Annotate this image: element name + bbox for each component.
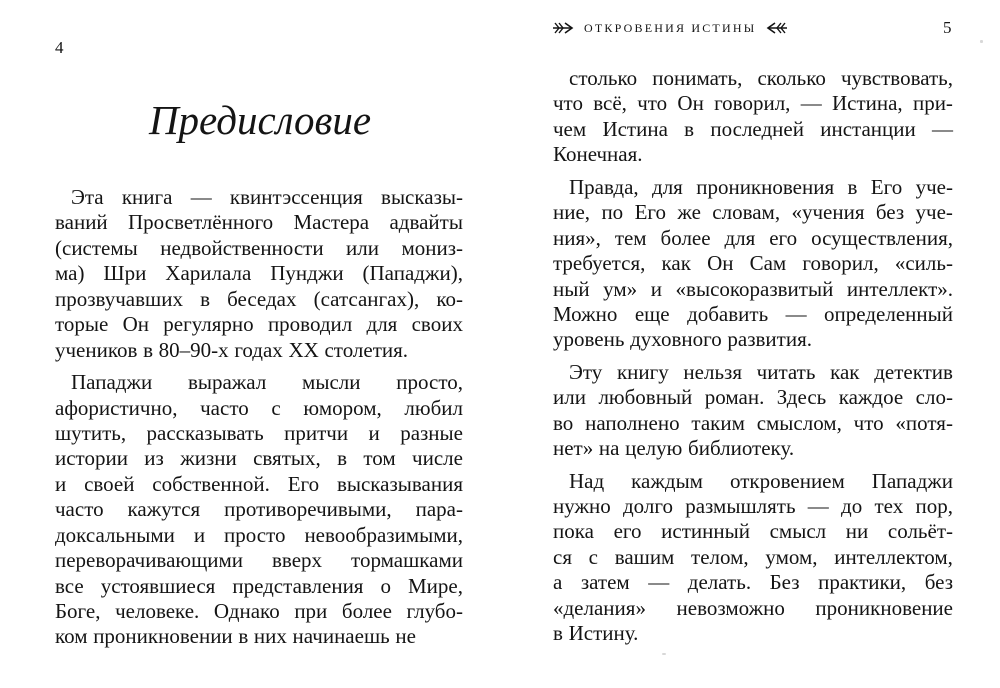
left-body-text: [55, 185, 463, 657]
text-line: ваний Просветлённого Мастера адвайты: [55, 210, 463, 235]
text-line: нужно долго размышлять — до тех пор,: [553, 494, 953, 518]
running-head: [552, 14, 814, 42]
text-line: доксальными и просто невообразимыми,: [55, 522, 463, 547]
text-line: требуется, как Он Сам говорил, «силь-: [553, 251, 953, 276]
text-line: Боге, человеке. Однако при более глубо-: [55, 599, 463, 623]
text-line: ный ум» и «высокоразвитый интеллект».: [553, 276, 953, 301]
text-line: ма) Шри Харилала Пунджи (Пападжи),: [55, 261, 463, 286]
right-body-text: [553, 66, 953, 654]
text-line: торые Он регулярно проводил для своих: [55, 312, 463, 337]
paragraph: [553, 469, 953, 647]
paragraph: [55, 370, 463, 650]
paragraph: [553, 66, 953, 168]
text-line: Над каждым откровением Пападжи: [569, 468, 953, 493]
text-line: и своей собственной. Его высказывания: [55, 471, 463, 496]
text-line: Пападжи выражал мысли просто,: [71, 370, 463, 395]
text-line: Конечная.: [553, 142, 643, 167]
text-line: что всё, что Он говорил, — Истина, при-: [553, 91, 953, 116]
text-line: чем Истина в последней инстанции —: [553, 116, 953, 141]
text-line: «делания» невозможно проникновение: [553, 595, 953, 620]
running-head-title: ОТКРОВЕНИЯ ИСТИНЫ: [584, 20, 757, 35]
text-line: в Истину.: [553, 621, 639, 646]
left-page-number: 4: [55, 38, 64, 57]
text-line: все устоявшиеся представления о Мире,: [55, 573, 463, 598]
text-line: пока его истинный смысл ни сольёт-: [553, 519, 953, 544]
text-line: Правда, для проникновения в Его уче-: [569, 174, 953, 199]
arrow-ornament-icon: [552, 21, 574, 35]
text-line: во наполнено таким смыслом, что «потя-: [553, 410, 953, 435]
text-line: часто кажутся противоречивыми, пара-: [55, 497, 463, 522]
text-line: афористично, часто с юмором, любил: [55, 395, 463, 420]
text-line: прозвучавших в беседах (сатсангах), ко-: [55, 286, 463, 311]
arrow-ornament-icon: [766, 21, 788, 35]
text-line: Можно еще добавить — определенный: [553, 301, 953, 326]
right-page-number: 5: [943, 18, 952, 37]
text-line: (системы недвойственности или мониз-: [55, 235, 463, 260]
text-line: или любовный роман. Здесь каждое сло-: [553, 385, 953, 410]
text-line: а затем — делать. Без практики, без: [553, 570, 953, 595]
paragraph: [553, 175, 953, 353]
text-line: Эту книгу нельзя читать как детектив: [569, 359, 953, 384]
text-line: ния», тем более для его осуществления,: [553, 225, 953, 250]
text-line: столько понимать, сколько чувствовать,: [569, 66, 953, 90]
text-line: ся с вашим телом, умом, интеллектом,: [553, 544, 953, 569]
text-line: Эта книга — квинтэссенция высказы-: [71, 185, 463, 209]
scan-smudge: [662, 653, 666, 655]
chapter-title: Предисловие: [148, 97, 372, 143]
scan-smudge: [980, 40, 983, 43]
text-line: переворачивающими вверх тормашками: [55, 548, 463, 573]
text-line: учеников в 80–90-х годах XX столетия.: [55, 337, 409, 362]
text-line: нет» на целую библиотеку.: [553, 436, 795, 461]
paragraph: [55, 185, 463, 363]
text-line: ком проникновении в них начинаешь не: [55, 624, 416, 649]
paragraph: [553, 360, 953, 462]
text-line: истории из жизни святых, в том числе: [55, 446, 463, 471]
text-line: уровень духовного развития.: [553, 327, 812, 352]
text-line: шутить, рассказывать притчи и разные: [55, 420, 463, 445]
text-line: ние, по Его же словам, «учения без уче-: [553, 200, 953, 225]
